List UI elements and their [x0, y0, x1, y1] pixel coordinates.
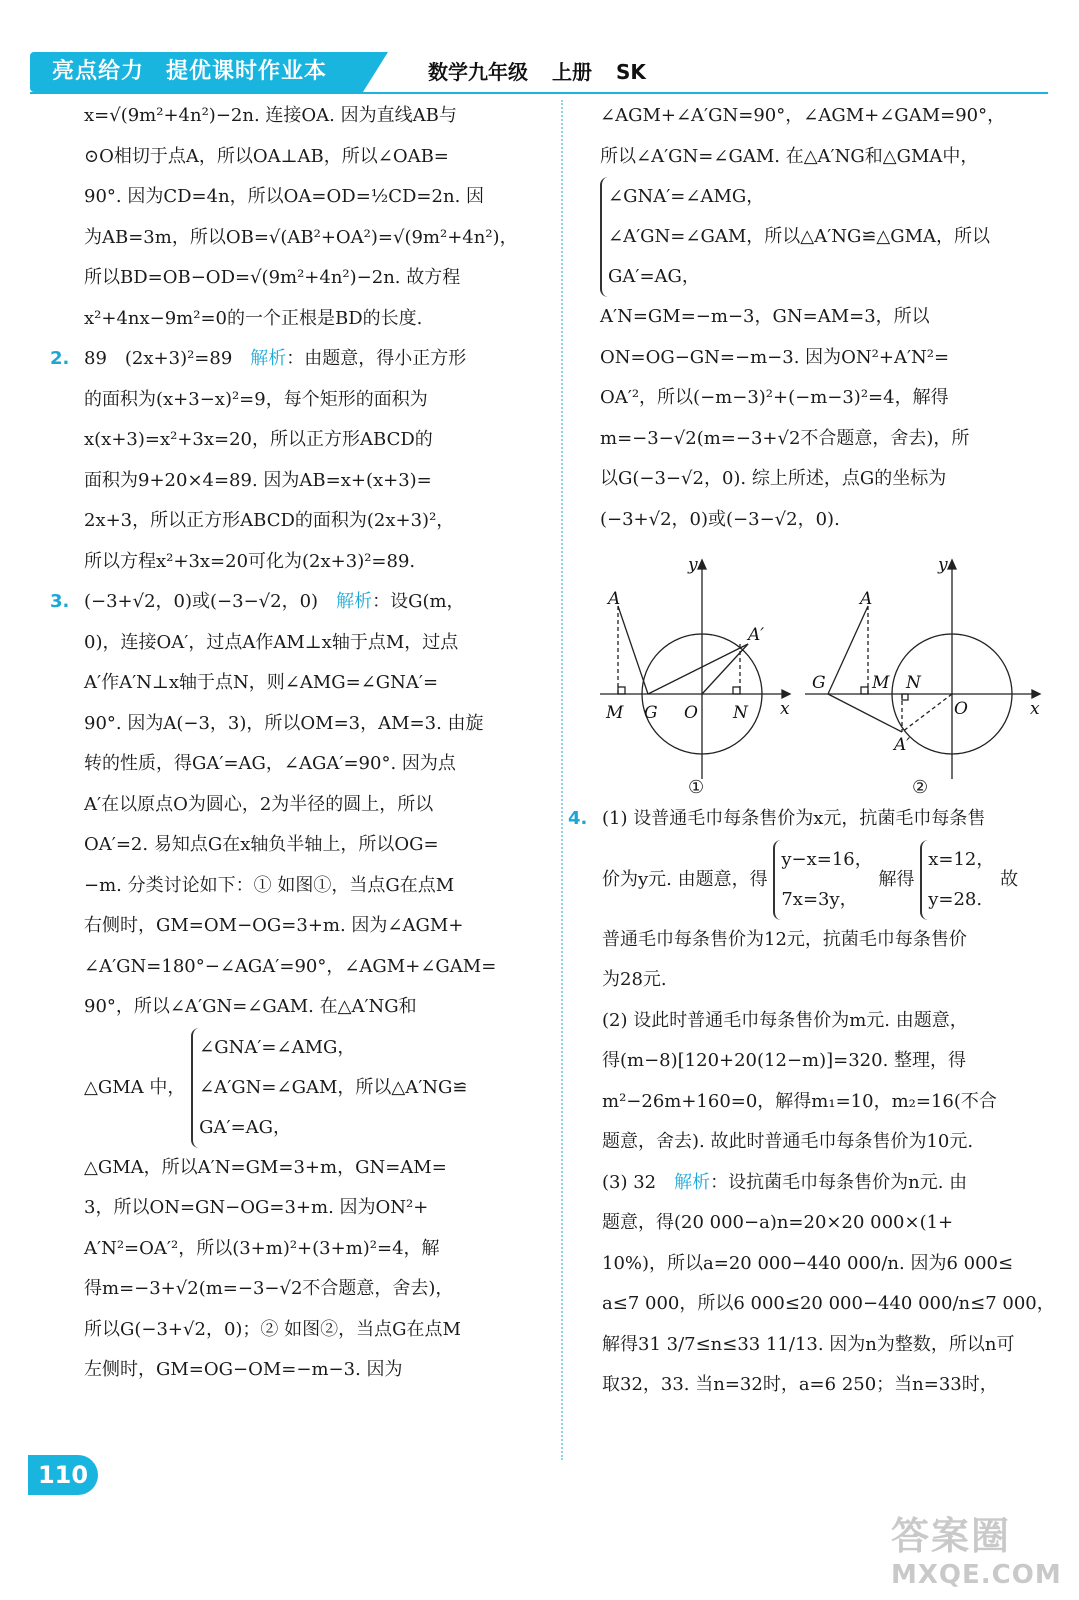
text-line: (2) 设此时普通毛巾每条售价为m元. 由题意，: [602, 1009, 968, 1031]
text-line: 解得: [878, 868, 915, 890]
right-angle-N-1: [733, 687, 740, 694]
text-line: 价为y元. 由题意，得: [602, 868, 768, 890]
segment-AG-2: [828, 606, 868, 694]
label-A-1: A: [608, 589, 621, 609]
book-subject: 数学九年级: [428, 60, 528, 84]
text-line: 90°，所以∠A′GN=∠GAM. 在△A′NG和: [84, 996, 417, 1017]
right-angle-M-1: [618, 687, 625, 694]
text-line: m=−3−√2(m=−3+√2不合题意，舍去)，所: [600, 427, 970, 449]
text-line: 以G(−3−√2，0). 综上所述，点G的坐标为: [600, 468, 947, 489]
text-line: 90°. 因为CD=4n，所以OA=OD=½CD=2n. 因: [84, 186, 485, 207]
label-G-2: G: [812, 673, 826, 693]
question-3: [50, 582, 540, 1391]
equation-system: [773, 840, 872, 920]
question-number: 2.: [50, 348, 70, 369]
text-line: A′作A′N⊥x轴于点N，则∠AMG=∠GNA′=: [84, 672, 439, 693]
text-line: OA′=2. 易知点G在x轴负半轴上，所以OG=: [84, 834, 439, 855]
text-line: ∠GNA′=∠AMG，: [608, 186, 765, 207]
q3-answer: (−3+√2，0)或(−3−√2，0): [84, 591, 319, 612]
label-x-2: x: [1030, 699, 1040, 719]
equation-system: [191, 1028, 467, 1148]
label-y-2: y: [938, 555, 948, 575]
page-number: 110: [28, 1455, 98, 1495]
left-column: [50, 96, 540, 1391]
label-x-1: x: [780, 699, 790, 719]
text-line: 设G(m，: [390, 591, 465, 612]
text-line: 解得31 3/7≤n≤33 11/13. 因为n为整数，所以n可: [602, 1333, 1015, 1355]
text-line: 左侧时，GM=OG−OM=−m−3. 因为: [84, 1359, 403, 1380]
series-title: [52, 56, 327, 88]
equation-system: [600, 177, 990, 297]
question-4: [568, 799, 1055, 1406]
text-line: 所以G(−3+√2，0)；② 如图②，当点G在点M: [84, 1318, 461, 1340]
label-M-2: M: [872, 673, 890, 693]
question-number: 4.: [568, 808, 588, 829]
text-line: ∠A′GN=∠GAM，所以△A′NG≌: [199, 1076, 468, 1098]
figure-1-caption: ①: [688, 777, 705, 798]
page-header: [0, 0, 1079, 100]
text-line: A′在以原点O为圆心，2为半径的圆上，所以: [84, 793, 434, 815]
text-line: 为28元.: [602, 969, 667, 990]
x-axis-arrow-1: [782, 690, 790, 698]
text-line: m²−26m+160=0，解得m₁=10，m₂=16(不合: [602, 1090, 997, 1112]
text-line: 所以方程x²+3x=20可化为(2x+3)²=89.: [84, 550, 416, 572]
text-line: A′N=GM=−m−3，GN=AM=3，所以: [600, 306, 930, 327]
figure-2-caption: ②: [912, 777, 929, 798]
text-line: 右侧时，GM=OM−OG=3+m. 因为∠AGM+: [84, 915, 464, 936]
figure-2: [805, 560, 1040, 779]
segment-AG-1: [618, 606, 648, 694]
text-line: 故: [1000, 868, 1019, 890]
text-line: A′N²=OA′²，所以(3+m)²+(3+m)²=4，解: [84, 1237, 440, 1259]
text-line: 得(m−8)[120+20(12−m)]=320. 整理，得: [602, 1050, 967, 1071]
text-line: 由题意，得小正方形: [304, 348, 467, 369]
text-line: ∠A′GN=∠GAM，所以△A′NG≌△GMA，所以: [608, 226, 991, 247]
book-edition: SK: [616, 60, 646, 84]
book-volume: 上册: [552, 60, 592, 84]
text-line: 10%)，所以a=20 000−440 000/n. 因为6 000≤: [602, 1252, 1014, 1274]
text-line: ON=OG−GN=−m−3. 因为ON²+A′N²=: [600, 346, 950, 368]
text-line: a≤7 000，所以6 000≤20 000−440 000/n≤7 000，: [602, 1293, 1055, 1314]
segment-OA1-2: [902, 694, 952, 732]
text-line: △GMA，所以A′N=GM=3+m，GN=AM=: [84, 1156, 447, 1178]
text-line: ∠GNA′=∠AMG，: [199, 1036, 356, 1058]
text-line: 3，所以ON=GN−OG=3+m. 因为ON²+: [84, 1197, 429, 1218]
text-line: 90°. 因为A(−3，3)，所以OM=3，AM=3. 由旋: [84, 712, 484, 734]
part3-answer: (3) 32: [602, 1171, 657, 1193]
text-line: ∠A′GN=180°−∠AGA′=90°，∠AGM+∠GAM=: [84, 955, 497, 977]
text-line: 取32，33. 当n=32时，a=6 250；当n=33时，: [602, 1374, 998, 1395]
q2-first-line: 2. 89 (2x+3)²=89 解析：由题意，得小正方形: [50, 339, 540, 380]
q2-answer: 89 (2x+3)²=89: [84, 348, 233, 369]
label-N-1: N: [733, 703, 748, 723]
label-G-1: G: [644, 703, 658, 723]
q1-continuation: [50, 96, 540, 339]
geometry-figures: [600, 554, 1055, 799]
text-line: 7x=3y，: [781, 888, 858, 910]
q3-first-line: 3. (−3+√2，0)或(−3−√2，0) 解析：设G(m，: [50, 582, 540, 623]
watermark-line-1: 答案圈: [891, 1514, 1012, 1558]
analysis-label: 解析: [336, 591, 373, 612]
text-line: −m. 分类讨论如下：① 如图①，当点G在点M: [84, 874, 455, 896]
question-number: 3.: [50, 591, 70, 612]
text-line: 所以BD=OB−OD=√(9m²+4n²)−2n. 故方程: [84, 267, 461, 288]
y-axis-arrow-2: [948, 560, 956, 569]
label-A1-1: A′: [748, 625, 765, 645]
right-angle-M-2: [861, 687, 868, 694]
text-line: 为AB=3m，所以OB=√(AB²+OA²)=√(9m²+4n²)，: [84, 226, 518, 248]
column-divider: [561, 100, 563, 1460]
label-A1-2: A′: [894, 735, 911, 755]
text-line: GA′=AG，: [199, 1116, 292, 1138]
text-line: 设抗菌毛巾每条售价为n元. 由: [728, 1171, 968, 1193]
label-M-1: M: [606, 703, 624, 723]
text-line: x²+4nx−9m²=0的一个正根是BD的长度.: [84, 307, 423, 329]
text-line: 题意，舍去). 故此时普通毛巾每条售价为10元.: [602, 1131, 974, 1152]
watermark: [891, 1505, 1061, 1595]
figure-1: [600, 560, 790, 779]
text-line: 0)，连接OA′，过点A作AM⊥x轴于点M，过点: [84, 631, 459, 653]
label-O-1: O: [684, 703, 698, 723]
q3-system-line: [84, 1028, 540, 1148]
text-line: y−x=16，: [781, 848, 873, 870]
q4-system-line: [602, 840, 1055, 920]
series-subtitle: 提优课时作业本: [166, 59, 328, 84]
text-line: GA′=AG，: [608, 266, 700, 287]
header-rule: [30, 92, 1048, 94]
text-line: ⊙O相切于点A，所以OA⊥AB，所以∠OAB=: [84, 145, 449, 167]
book-title: [428, 56, 670, 88]
label-N-2: N: [906, 673, 921, 693]
segment-GA1-2: [828, 694, 902, 732]
q4-part3-line: (3) 32 解析：设抗菌毛巾每条售价为n元. 由: [602, 1171, 968, 1193]
text-line: 得m=−3+√2(m=−3−√2不合题意，舍去)，: [84, 1278, 454, 1299]
text-line: 转的性质，得GA′=AG，∠AGA′=90°. 因为点: [84, 753, 456, 774]
label-O-2: O: [954, 699, 968, 719]
right-angle-N-2: [902, 694, 908, 700]
label-A-2: A: [860, 589, 873, 609]
text-line: ∠AGM+∠A′GN=90°，∠AGM+∠GAM=90°，: [600, 105, 1006, 126]
text-line: x(x+3)=x²+3x=20，所以正方形ABCD的: [84, 429, 433, 450]
segment-OA1-1: [702, 644, 748, 694]
text-line: (1) 设普通毛巾每条售价为x元，抗菌毛巾每条售: [602, 808, 986, 829]
watermark-line-2: MXQE.COM: [891, 1560, 1062, 1590]
text-line: 的面积为(x+3−x)²=9，每个矩形的面积为: [84, 388, 428, 410]
text-line: y=28.: [928, 888, 983, 910]
text-line: 所以∠A′GN=∠GAM. 在△A′NG和△GMA中，: [600, 145, 979, 167]
right-column: [568, 96, 1055, 1406]
text-line: 题意，得(20 000−a)n=20×20 000×(1+: [602, 1212, 954, 1233]
x-axis-arrow-2: [1032, 690, 1040, 698]
question-2: [50, 339, 540, 582]
text-line: x=√(9m²+4n²)−2n. 连接OA. 因为直线AB与: [84, 105, 457, 126]
text-line: (−3+√2，0)或(−3−√2，0).: [600, 508, 840, 530]
equation-system: [920, 840, 994, 920]
q4-first-line: [568, 799, 1055, 840]
y-axis-arrow-1: [698, 560, 706, 569]
analysis-label: 解析: [250, 348, 287, 369]
text-line: OA′²，所以(−m−3)²+(−m−3)²=4，解得: [600, 387, 949, 408]
text-line: 普通毛巾每条售价为12元，抗菌毛巾每条售价: [602, 928, 967, 950]
text-line: 2x+3，所以正方形ABCD的面积为(2x+3)²，: [84, 510, 455, 531]
label-y-1: y: [688, 555, 698, 575]
text-line: 面积为9+20×4=89. 因为AB=x+(x+3)=: [84, 469, 432, 491]
text-line: △GMA 中，: [84, 1076, 186, 1098]
analysis-label: 解析: [674, 1171, 711, 1193]
series-name: 亮点给力: [52, 59, 145, 84]
text-line: x=12，: [928, 848, 995, 870]
figures-svg: [600, 554, 1055, 799]
